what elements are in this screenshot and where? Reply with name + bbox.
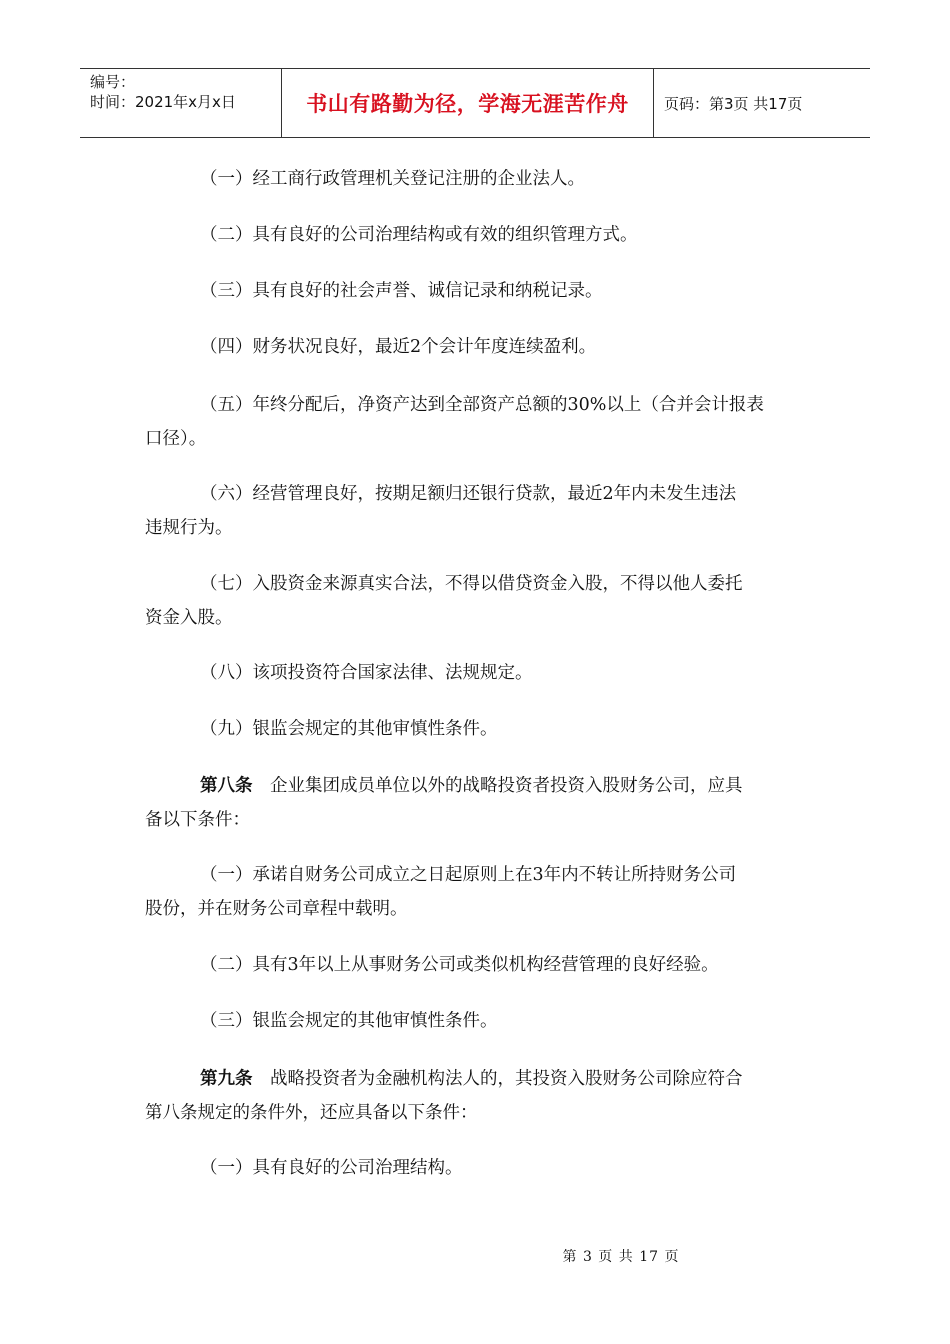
clause-7-line-2: 资金入股。 — [145, 608, 233, 628]
header-meta — [80, 69, 282, 137]
article-8-line-1 — [145, 769, 805, 803]
document-number-label: 编号： — [90, 73, 136, 91]
article-8-text: 企业集团成员单位以外的战略投资者投资入股财务公司，应具 — [252, 776, 743, 796]
article-9-line-2: 第八条规定的条件外，还应具备以下条件： — [145, 1103, 478, 1123]
clause-5-line-1: （五）年终分配后，净资产达到全部资产总额的30%以上（合并会计报表 — [200, 395, 764, 415]
header-motto-cell — [282, 69, 654, 137]
clause-7-line-1: （七）入股资金来源真实合法，不得以借贷资金入股，不得以他人委托 — [200, 574, 743, 594]
header-page-number: 页码：第3页 共17页 — [664, 94, 803, 113]
header-motto: 书山有路勤为径，学海无涯苦作舟 — [306, 92, 629, 116]
article-8-clause-1-line-2: 股份，并在财务公司章程中载明。 — [145, 899, 408, 919]
clause-8: （八）该项投资符合国家法律、法规规定。 — [200, 663, 533, 683]
header-page-cell — [654, 69, 870, 137]
clause-6-line-2: 违规行为。 — [145, 518, 233, 538]
clause-2: （二）具有良好的公司治理结构或有效的组织管理方式。 — [200, 225, 638, 245]
article-8-clause-2: （二）具有3年以上从事财务公司或类似机构经营管理的良好经验。 — [200, 955, 719, 975]
article-8-clause-1-line-1: （一）承诺自财务公司成立之日起原则上在3年内不转让所持财务公司 — [200, 865, 737, 885]
clause-4: （四）财务状况良好，最近2个会计年度连续盈利。 — [200, 337, 597, 357]
article-9-text: 战略投资者为金融机构法人的，其投资入股财务公司除应符合 — [252, 1069, 743, 1089]
document-date-label: 时间：2021年x月x日 — [90, 93, 236, 111]
page-footer — [0, 1246, 950, 1266]
article-9-line-1 — [145, 1062, 805, 1096]
clause-3: （三）具有良好的社会声誉、诚信记录和纳税记录。 — [200, 281, 603, 301]
article-9-clause-1: （一）具有良好的公司治理结构。 — [200, 1158, 463, 1178]
clause-1: （一）经工商行政管理机关登记注册的企业法人。 — [200, 169, 585, 189]
article-8-line-2: 备以下条件： — [145, 810, 250, 830]
article-8-title: 第八条 — [200, 776, 253, 796]
clause-5-line-2: 口径）。 — [145, 429, 207, 449]
article-8-clause-3: （三）银监会规定的其他审慎性条件。 — [200, 1011, 498, 1031]
footer-page-number: 第 3 页 共 17 页 — [562, 1249, 680, 1265]
page-header — [80, 68, 870, 138]
clause-9: （九）银监会规定的其他审慎性条件。 — [200, 719, 498, 739]
clause-6-line-1: （六）经营管理良好，按期足额归还银行贷款，最近2年内未发生违法 — [200, 484, 737, 504]
article-9-title: 第九条 — [200, 1069, 253, 1089]
